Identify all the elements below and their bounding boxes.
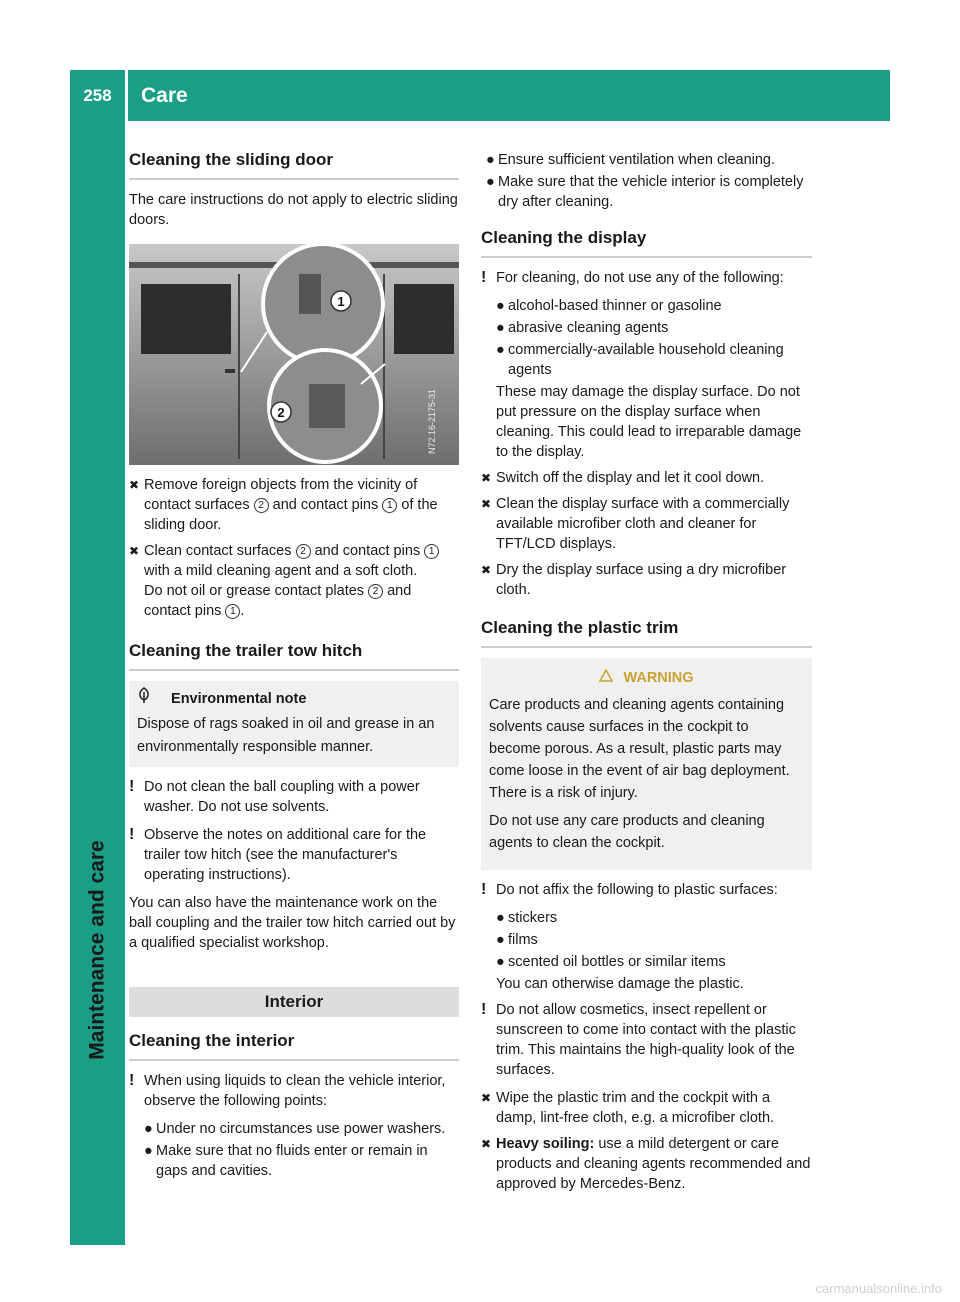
right-column: [481, 150, 812, 1200]
callout-1: 1: [337, 294, 345, 309]
page-number: 258: [83, 85, 112, 105]
notice-liquids: ! When using liquids to clean the vehicle interior, observe the following points:: [129, 1072, 446, 1109]
heading-trailer-hitch: Cleaning the trailer tow hitch: [129, 641, 459, 671]
notice-cosmetics: ! Do not allow cosmetics, insect repellent or sunscreen to come into contact with the plastic trim. This maintains the high-quality look of the surfaces.: [481, 1001, 796, 1078]
list-item: ● Make sure that the vehicle interior is completely dry after cleaning.: [486, 174, 804, 210]
environmental-note: [129, 681, 459, 767]
page-title: Care: [141, 83, 188, 107]
trailer-maintenance-para: You can also have the maintenance work on the ball coupling and the trailer tow hitch carried out by a qualified specialist workshop.: [129, 895, 456, 951]
header-separator: [125, 70, 128, 121]
exclamation-icon: !: [481, 881, 487, 898]
environmental-note-text: Dispose of rags soaked in oil and grease in an environmentally responsible manner.: [137, 716, 435, 755]
step-arrow-icon: ✖: [481, 471, 492, 485]
warning-text: Care products and cleaning agents containing solvents cause surfaces in the cockpit to become porous. As a result, plastic parts may come loose in the event of air bag deployment. There is a risk of injury.: [489, 697, 790, 801]
callout-ref-2: 2: [296, 544, 311, 559]
van-illustration: [129, 244, 459, 465]
exclamation-icon: !: [129, 778, 135, 795]
warning-triangle-icon: [599, 668, 613, 688]
list-item: ● Under no circumstances use power washers.: [144, 1121, 446, 1137]
step-dry-display: ✖ Dry the display surface using a dry microfiber cloth.: [481, 562, 787, 598]
environmental-note-title: Environmental note: [171, 691, 307, 707]
sliding-door-intro: The care instructions do not apply to electric sliding doors.: [129, 192, 458, 228]
callout-ref-1: 1: [382, 498, 397, 513]
section-tab: [86, 700, 110, 1200]
exclamation-icon: !: [481, 1001, 487, 1018]
list-item: ● scented oil bottles or similar items: [496, 954, 726, 970]
exclamation-icon: !: [129, 1072, 135, 1089]
notice-additional-care: ! Observe the notes on additional care for the trailer tow hitch (see the manufacturer's operating instructions).: [129, 826, 427, 883]
watermark: carmanualsonline.info: [815, 1281, 942, 1296]
notice-power-washer: ! Do not clean the ball coupling with a power washer. Do not use solvents.: [129, 778, 420, 815]
step-arrow-icon: ✖: [481, 1137, 492, 1151]
heading-cleaning-display: Cleaning the display: [481, 228, 812, 258]
step-wipe-plastic: ✖ Wipe the plastic trim and the cockpit with a damp, lint-free cloth, e.g. a microfiber cloth.: [481, 1090, 775, 1126]
display-bullet-list: [496, 296, 812, 380]
plastic-damage-para: You can otherwise damage the plastic.: [496, 976, 744, 992]
step-clean-contacts: ✖ Clean contact surfaces 2 and contact pins 1 with a mild cleaning agent and a soft cloth. Do not oil or grease contact plates 2 and contact pins 1 .: [129, 541, 459, 621]
callout-ref-2: 2: [368, 584, 383, 599]
list-item: ● Make sure that no fluids enter or remain in gaps and cavities.: [144, 1143, 428, 1179]
list-item: ● Ensure sufficient ventilation when cleaning.: [486, 152, 776, 168]
step-switch-off-display: ✖ Switch off the display and let it cool down.: [481, 470, 765, 486]
callout-ref-1: 1: [225, 604, 240, 619]
side-separator: [125, 121, 128, 1245]
step-remove-objects: ✖ Remove foreign objects from the vicinity of contact surfaces 2 and contact pins 1 of the sliding door.: [129, 477, 438, 533]
leaf-icon: [137, 687, 153, 709]
header-bar: [70, 70, 890, 121]
step-arrow-icon: ✖: [129, 478, 140, 492]
side-block: [70, 1172, 125, 1245]
callout-ref-1: 1: [424, 544, 439, 559]
step-arrow-icon: ✖: [481, 497, 492, 511]
display-damage-para: These may damage the display surface. Do not put pressure on the display surface when cleaning. This could lead to irreparable damage to the display.: [496, 384, 802, 460]
exclamation-icon: !: [129, 826, 135, 843]
left-column: [129, 150, 459, 1183]
list-item: ● films: [496, 932, 538, 948]
heading-sliding-door: Cleaning the sliding door: [129, 150, 459, 180]
list-item: ● commercially-available household cleaning agents: [496, 342, 784, 378]
exclamation-icon: !: [481, 269, 487, 286]
section-band-interior: Interior: [129, 987, 459, 1017]
interior-bullet-list: [144, 1119, 459, 1181]
callout-2: 2: [277, 405, 285, 420]
plastic-bullet-list: [496, 908, 812, 972]
list-item: ● alcohol-based thinner or gasoline: [496, 298, 722, 314]
section-tab-label: Maintenance and care: [86, 840, 110, 1060]
heavy-soiling-label: Heavy soiling:: [496, 1136, 595, 1152]
figure-code: N72.16-2175-31: [427, 388, 437, 454]
warning-text-2: Do not use any care products and cleaning agents to clean the cockpit.: [489, 813, 765, 851]
heading-cleaning-plastic-trim: Cleaning the plastic trim: [481, 618, 812, 648]
warning-box: [481, 658, 812, 870]
step-heavy-soiling: ✖ Heavy soiling: use a mild detergent or care products and cleaning agents recommended and approved by Mercedes-Benz.: [481, 1136, 811, 1192]
heading-cleaning-interior: Cleaning the interior: [129, 1031, 459, 1061]
warning-title: WARNING: [623, 670, 694, 686]
list-item: ● stickers: [496, 910, 558, 926]
sliding-door-figure: [129, 244, 459, 465]
step-arrow-icon: ✖: [129, 544, 140, 558]
step-clean-display: ✖ Clean the display surface with a commercially available microfiber cloth and cleaner for TFT/LCD displays.: [481, 496, 790, 552]
step-arrow-icon: ✖: [481, 1091, 492, 1105]
step-arrow-icon: ✖: [481, 563, 492, 577]
interior-bullet-list-cont: [486, 150, 812, 212]
callout-ref-2: 2: [254, 498, 269, 513]
notice-display-cleaning: ! For cleaning, do not use any of the following:: [481, 269, 784, 286]
list-item: ● abrasive cleaning agents: [496, 320, 669, 336]
notice-plastic-surfaces: ! Do not affix the following to plastic surfaces:: [481, 881, 778, 898]
